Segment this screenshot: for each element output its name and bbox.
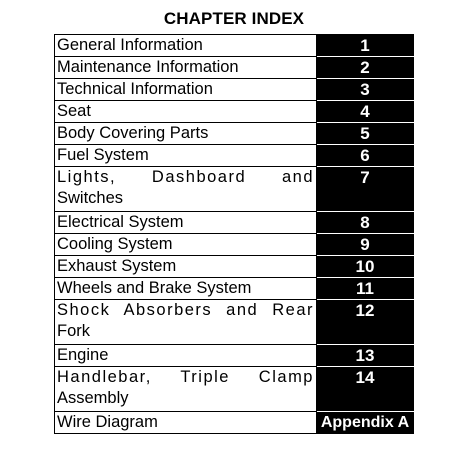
chapter-number[interactable]: 6 bbox=[317, 145, 414, 167]
chapter-label[interactable]: Body Covering Parts bbox=[55, 123, 317, 145]
chapter-row[interactable] bbox=[55, 345, 414, 367]
chapter-row[interactable] bbox=[55, 256, 414, 278]
chapter-label[interactable]: Technical Information bbox=[55, 79, 317, 101]
chapter-row[interactable] bbox=[55, 57, 414, 79]
chapter-number[interactable]: 9 bbox=[317, 234, 414, 256]
chapter-number[interactable]: Appendix A bbox=[317, 412, 414, 434]
chapter-label[interactable]: Electrical System bbox=[55, 212, 317, 234]
page-title: CHAPTER INDEX bbox=[163, 9, 305, 28]
chapter-number[interactable]: 14 bbox=[317, 367, 414, 412]
chapter-label-line2: Switches bbox=[57, 189, 124, 207]
chapter-index-table bbox=[54, 34, 414, 434]
chapter-row[interactable] bbox=[55, 35, 414, 57]
chapter-row[interactable] bbox=[55, 167, 414, 212]
chapter-row[interactable] bbox=[55, 145, 414, 167]
chapter-number[interactable]: 3 bbox=[317, 79, 414, 101]
chapter-number[interactable]: 2 bbox=[317, 57, 414, 79]
chapter-row[interactable] bbox=[55, 300, 414, 345]
chapter-label[interactable]: General Information bbox=[55, 35, 317, 57]
chapter-row[interactable] bbox=[55, 123, 414, 145]
chapter-number[interactable]: 12 bbox=[317, 300, 414, 345]
chapter-label-line2: Fork bbox=[57, 322, 90, 340]
chapter-label[interactable]: Exhaust System bbox=[55, 256, 317, 278]
chapter-label[interactable] bbox=[55, 367, 317, 412]
chapter-label[interactable]: Engine bbox=[55, 345, 317, 367]
chapter-label[interactable]: Wheels and Brake System bbox=[55, 278, 317, 300]
chapter-label-line1: Handlebar, Triple Clamp bbox=[57, 368, 314, 386]
chapter-row[interactable] bbox=[55, 101, 414, 123]
chapter-row[interactable] bbox=[55, 79, 414, 101]
chapter-label-line2: Assembly bbox=[57, 389, 129, 407]
chapter-row[interactable] bbox=[55, 412, 414, 434]
chapter-number[interactable]: 5 bbox=[317, 123, 414, 145]
chapter-label[interactable]: Fuel System bbox=[55, 145, 317, 167]
chapter-number[interactable]: 13 bbox=[317, 345, 414, 367]
chapter-row[interactable] bbox=[55, 212, 414, 234]
chapter-label-line1: Lights, Dashboard and bbox=[57, 168, 314, 186]
chapter-label[interactable]: Cooling System bbox=[55, 234, 317, 256]
chapter-row[interactable] bbox=[55, 278, 414, 300]
chapter-number[interactable]: 10 bbox=[317, 256, 414, 278]
chapter-label[interactable] bbox=[55, 300, 317, 345]
chapter-number[interactable]: 8 bbox=[317, 212, 414, 234]
chapter-label[interactable] bbox=[55, 167, 317, 212]
chapter-row[interactable] bbox=[55, 234, 414, 256]
chapter-label-line1: Shock Absorbers and Rear bbox=[57, 301, 314, 319]
chapter-number[interactable]: 11 bbox=[317, 278, 414, 300]
chapter-label[interactable]: Maintenance Information bbox=[55, 57, 317, 79]
chapter-row[interactable] bbox=[55, 367, 414, 412]
chapter-label[interactable]: Wire Diagram bbox=[55, 412, 317, 434]
chapter-label[interactable]: Seat bbox=[55, 101, 317, 123]
chapter-number[interactable]: 1 bbox=[317, 35, 414, 57]
chapter-number[interactable]: 4 bbox=[317, 101, 414, 123]
chapter-number[interactable]: 7 bbox=[317, 167, 414, 212]
